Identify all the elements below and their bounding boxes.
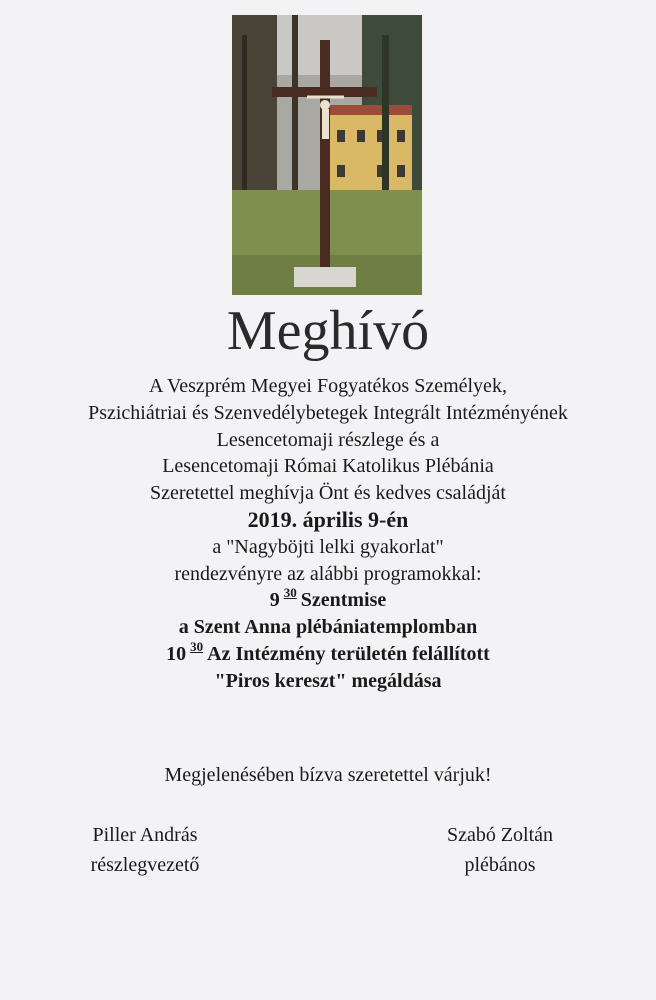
program-item-2-text2: "Piros kereszt" megáldása xyxy=(214,669,442,692)
event-date: 2019. április 9-én xyxy=(247,506,409,532)
program-item-2-minutes: 30 xyxy=(190,638,204,654)
intro-line-4: Lesencetomaji Római Katolikus Plébánia xyxy=(162,455,494,478)
page-title: Meghívó xyxy=(226,300,430,362)
invitation-body xyxy=(0,373,656,695)
signature-left-role: részlegvezető xyxy=(90,854,200,876)
program-item-1-place: a Szent Anna plébániatemplomban xyxy=(178,616,478,639)
event-name: a "Nagyböjti lelki gyakorlat" xyxy=(212,535,444,558)
program-item-2 xyxy=(0,638,656,668)
program-item-1-minutes: 30 xyxy=(283,585,297,601)
closing-line: Megjelenésében bízva szeretettel várjuk! xyxy=(164,764,492,786)
signature-left-name: Piller András xyxy=(92,824,198,846)
program-item-2-text: Az Intézmény területén felállított xyxy=(207,642,490,665)
intro-line-2: Pszichiátriai és Szenvedélybetegek Integrált Intézményének xyxy=(88,401,568,424)
program-item-1 xyxy=(0,587,656,614)
program-item-2-hour: 10 xyxy=(166,642,187,665)
signature-right xyxy=(415,820,585,880)
intro-line-5: Szeretettel meghívja Önt és kedves családját xyxy=(150,482,506,505)
program-item-1-text: Szentmise xyxy=(300,589,387,612)
intro-line-3: Lesencetomaji részlege és a xyxy=(216,428,440,451)
signature-right-name: Szabó Zoltán xyxy=(446,824,554,846)
cross-photo xyxy=(232,15,422,295)
intro-line-1: A Veszprém Megyei Fogyatékos Személyek, xyxy=(149,375,507,397)
signature-left xyxy=(60,820,230,880)
program-intro: rendezvényre az alábbi programokkal: xyxy=(174,562,482,585)
signature-right-role: plébános xyxy=(464,854,536,876)
program-item-1-hour: 9 xyxy=(269,589,280,612)
